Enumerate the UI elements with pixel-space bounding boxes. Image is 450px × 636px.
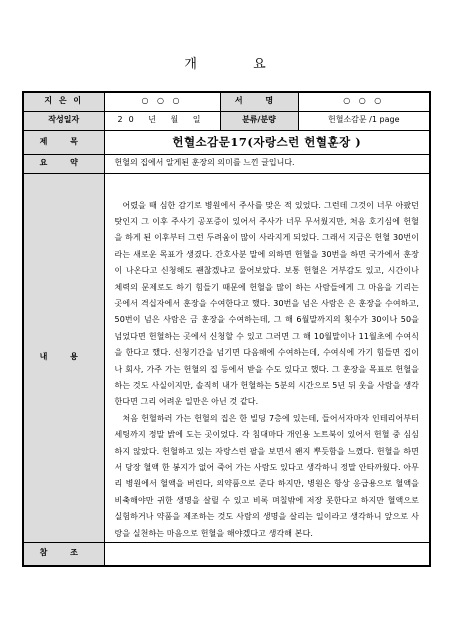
signature-value: ○ ○ ○	[298, 92, 430, 111]
content-label: 내 용	[23, 173, 104, 543]
content-paragraph: 처음 헌혈하러 가는 헌혈의 집은 한 빌딩 7층에 있는데, 들어서자마자 인테리어부터 세팅까지 정말 밝에 도는 곳이었다. 각 침대마다 개인용 노트북이 있어서 헌혈 중 심심하지 않았다. 헌혈하고 있는 자랑스런 팔을 보면서 왠지 뿌듯함을 느꼈다. 헌혈을 하면서 당장 혈액 한 봉지가 없어 죽어 가는 사람도 있다고 생각하니 정말 안타까웠다. 아무리 병원에서 혈액을 버린다, 의약품으로 준다 하지만, 병원은 항상 응급용으로 혈액을 비축해야만 귀한 생명을 살릴 수 있고 비록 며칠밖에 저장 못한다고 하지만 혈액으로 실험하거나 약품을 제조하는 것도 사람의 생명을 살리는 일이라고 생각하니 앞으로 사랑을 실천하는 마음으로 헌혈을 해야겠다고 생각해 본다.	[114, 413, 419, 538]
category-label: 분류/분량	[220, 111, 298, 130]
reference-value	[104, 543, 430, 566]
category-value: 헌혈소감문 /1 page	[298, 111, 430, 130]
document-table	[22, 91, 431, 567]
date-value: 20 년 월 일	[104, 111, 220, 130]
summary-value: 헌혈의 집에서 알게된 훈장의 의미를 느낀 글입니다.	[104, 154, 430, 173]
reference-label: 참 조	[23, 543, 104, 566]
signature-label: 서 명	[220, 92, 298, 111]
author-value: ○ ○ ○	[104, 92, 220, 111]
content-body	[104, 173, 430, 543]
subject-label: 제 목	[23, 130, 104, 154]
date-label: 작성일자	[23, 111, 104, 130]
page-title: 개 요	[184, 57, 292, 72]
subject-value: 헌혈소감문17(자랑스런 헌혈훈장 )	[104, 130, 430, 154]
author-label: 지 은 이	[23, 92, 104, 111]
content-paragraph: 어렸을 때 심한 감기로 병원에서 주사를 맞은 적 있었다. 그런데 그것이 너무 아팠던 탓인지 그 이후 주사기 공포증이 있어서 주사가 너무 무서웠지만, 처음 호기심에 헌혈을 하게 된 이후부터 그런 두려움이 많이 사라지게 되었다. 그래서 지금은 헌혈 30번이라는 새로운 목표가 생겼다. 간호사분 말에 의하면 헌혈을 30번을 하면 국가에서 훈장이 나온다고 신청해도 괜찮겠냐고 물어보았다. 보통 헌혈은 거부감도 있고, 시간이나 체력의 문제로도 하기 힘들기 때문에 헌혈을 많이 하는 사람들에게 그 마음을 기리는 곳에서 격십자에서 훈장을 수여한다고 했다. 30번을 넘은 사람은 은 훈장을 수여하고, 50번이 넘은 사람은 금 훈장을 수여하는데, 그 해 6월말까지의 횟수가 30이나 50을 넘었다면 헌혈하는 곳에서 신청할 수 있고 그러면 그 해 10월말이나 11월초에 수여식을 한다고 했다. 신청기간을 넘기면 다음해에 수여하는데, 수여식에 가기 힘들면 집이나 회사, 가주 가는 헌혈의 집 등에서 받을 수도 있다고 했다. 그 훈장을 목표로 헌혈을 하는 것도 사실이지만, 솔직히 내가 헌혈하는 5분의 시간으로 5년 뒤 웃을 사람을 생각한다면 그리 어려운 일만은 아닌 것 같다.	[114, 200, 419, 407]
summary-label: 요 약	[23, 154, 104, 173]
